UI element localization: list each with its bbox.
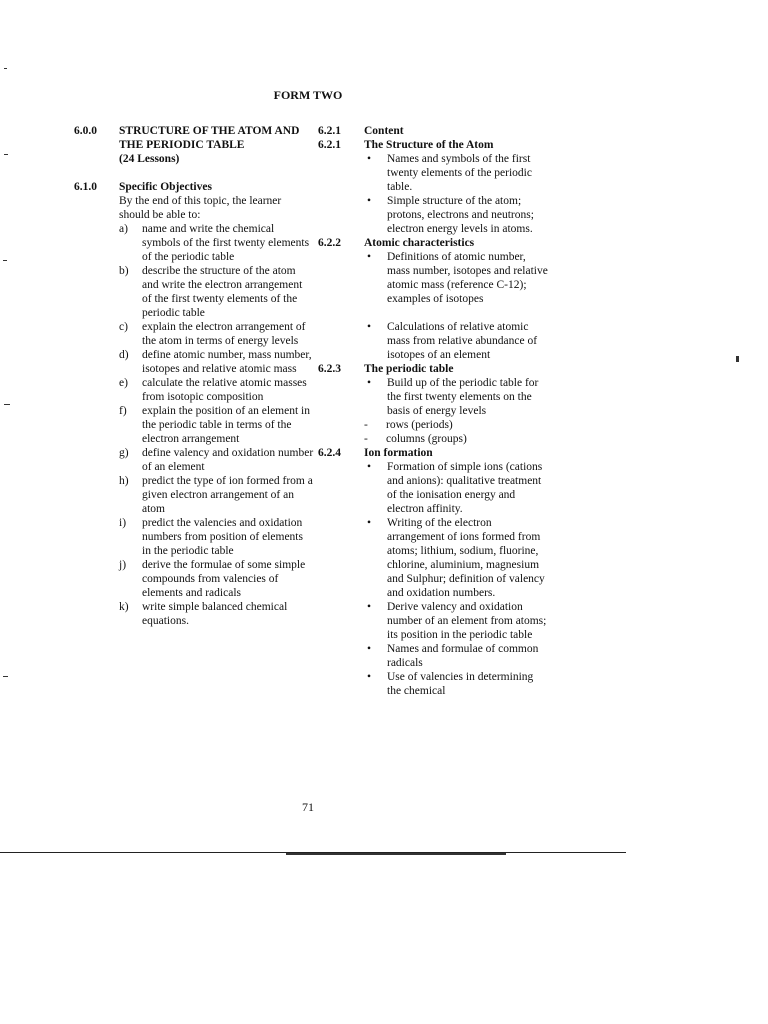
objective-label: f): [119, 405, 127, 417]
objectives-list: [119, 222, 314, 628]
bullet-icon: •: [367, 153, 372, 165]
bullet-item: [364, 460, 548, 516]
section-heading: Ion formation: [364, 447, 433, 459]
dash-text: rows (periods): [386, 419, 453, 431]
objective-item: [119, 404, 314, 446]
section-number: 6.2.2: [318, 237, 341, 249]
section-number: 6.2.3: [318, 363, 341, 375]
objectives-intro: By the end of this topic, the learner should be able to:: [119, 195, 282, 221]
objective-item: [119, 222, 314, 264]
scan-mark: [3, 676, 8, 677]
objective-text: predict the type of ion formed from a given electron arrangement of an atom: [142, 475, 313, 515]
bullet-icon: •: [367, 643, 372, 655]
bullet-text: Writing of the electron arrangement of ions formed from atoms; lithium, sodium, fluorine, chlorine, aluminium, magnesium and Sulphur; definition of valency and oxidation numbers.: [387, 517, 545, 599]
dash-text: columns (groups): [386, 433, 467, 445]
objectives-number: 6.1.0: [74, 181, 97, 193]
objective-text: define valency and oxidation number of an element: [142, 447, 314, 473]
section-structure-of-atom: [318, 138, 548, 236]
bullet-item: [364, 194, 548, 236]
objective-item: [119, 474, 314, 516]
objective-item: [119, 446, 314, 474]
objective-label: b): [119, 265, 129, 277]
objective-text: predict the valencies and oxidation numbers from position of elements in the periodic table: [142, 517, 303, 557]
dash-item: [318, 418, 548, 432]
objective-text: calculate the relative atomic masses from isotopic composition: [142, 377, 307, 403]
objective-text: explain the position of an element in the periodic table in terms of the electron arrangement: [142, 405, 310, 445]
bullet-text: Build up of the periodic table for the first twenty elements on the basis of energy levels: [387, 377, 539, 417]
page-title: FORM TWO: [273, 88, 343, 102]
page-number: 71: [302, 800, 314, 814]
topic-section: [74, 124, 314, 166]
objective-label: a): [119, 223, 128, 235]
objective-label: i): [119, 517, 127, 529]
objective-label: h): [119, 475, 129, 487]
bullet-icon: •: [367, 251, 372, 263]
objective-item: [119, 376, 314, 404]
bullet-icon: •: [367, 461, 372, 473]
bullet-icon: •: [367, 195, 372, 207]
objective-text: describe the structure of the atom and write the electron arrangement of the first twenty elements of the periodic table: [142, 265, 303, 319]
bullet-text: Definitions of atomic number, mass number, isotopes and relative atomic mass (reference C-12); examples of isotopes: [387, 251, 548, 305]
objective-item: [119, 558, 314, 600]
bullet-item: [364, 376, 548, 418]
bullet-item: [364, 642, 548, 670]
bullet-text: Use of valencies in determining the chemical: [387, 671, 534, 697]
bullet-item: [364, 152, 548, 194]
scan-mark: [4, 68, 7, 69]
section-heading: The Structure of the Atom: [364, 139, 494, 151]
objectives-section: [74, 180, 314, 628]
topic-number: 6.0.0: [74, 125, 97, 137]
objective-item: [119, 516, 314, 558]
bullet-item: [364, 600, 548, 642]
objectives-column: [74, 124, 314, 628]
section-atomic-characteristics: [318, 236, 548, 362]
section-number: 6.2.4: [318, 447, 341, 459]
objective-label: e): [119, 377, 128, 389]
bullet-text: Calculations of relative atomic mass from relative abundance of isotopes of an element: [387, 321, 538, 361]
objective-label: g): [119, 447, 129, 459]
section-periodic-table: [318, 362, 548, 418]
topic-title: STRUCTURE OF THE ATOM AND THE PERIODIC TABLE: [119, 125, 300, 151]
section-heading: The periodic table: [364, 363, 454, 375]
objective-item: [119, 600, 314, 628]
objective-item: [119, 320, 314, 348]
bullet-text: Simple structure of the atom; protons, electrons and neutrons; electron energy levels in atoms.: [387, 195, 534, 235]
objective-text: explain the electron arrangement of the atom in terms of energy levels: [142, 321, 306, 347]
section-number: 6.2.1: [318, 139, 341, 151]
bullet-icon: •: [367, 377, 372, 389]
bullet-text: Names and formulae of common radicals: [387, 643, 539, 669]
content-number: 6.2.1: [318, 125, 341, 137]
scan-mark: [3, 260, 7, 261]
bullet-item: [364, 516, 548, 600]
content-heading-row: [318, 124, 548, 138]
objective-text: name and write the chemical symbols of the first twenty elements of the periodic table: [142, 223, 310, 263]
topic-lessons: (24 Lessons): [119, 153, 180, 165]
bullet-icon: •: [367, 321, 372, 333]
bullet-text: Formation of simple ions (cations and anions): qualitative treatment of the ionisation energy and electron affinity.: [387, 461, 543, 515]
footer-rule-accent: [286, 853, 506, 855]
bullet-item: [364, 670, 548, 698]
section-ion-formation: [318, 446, 548, 698]
bullet-text: Names and symbols of the first twenty elements of the periodic table.: [387, 153, 532, 193]
bullet-item: [364, 320, 548, 362]
section-heading: Atomic characteristics: [364, 237, 475, 249]
objective-label: c): [119, 321, 128, 333]
scan-mark: [4, 154, 8, 155]
objective-item: [119, 264, 314, 320]
objectives-heading: Specific Objectives: [119, 181, 212, 193]
dash-icon: -: [364, 433, 368, 445]
content-column: [318, 124, 548, 698]
objective-text: derive the formulae of some simple compounds from valencies of elements and radicals: [142, 559, 306, 599]
objective-text: define atomic number, mass number, isotopes and relative atomic mass: [142, 349, 312, 375]
scan-mark: [736, 356, 739, 362]
bullet-item: [364, 250, 548, 306]
objective-item: [119, 348, 314, 376]
dash-icon: -: [364, 419, 368, 431]
dash-item: [318, 432, 548, 446]
objective-label: d): [119, 349, 129, 361]
bullet-icon: •: [367, 601, 372, 613]
objective-label: j): [119, 559, 127, 571]
content-heading: Content: [364, 125, 404, 137]
bullet-text: Derive valency and oxidation number of an element from atoms; its position in the periodic table: [387, 601, 547, 641]
objective-label: k): [119, 601, 129, 613]
bullet-icon: •: [367, 671, 372, 683]
objective-text: write simple balanced chemical equations.: [142, 601, 288, 627]
scan-mark: [4, 404, 10, 405]
bullet-icon: •: [367, 517, 372, 529]
